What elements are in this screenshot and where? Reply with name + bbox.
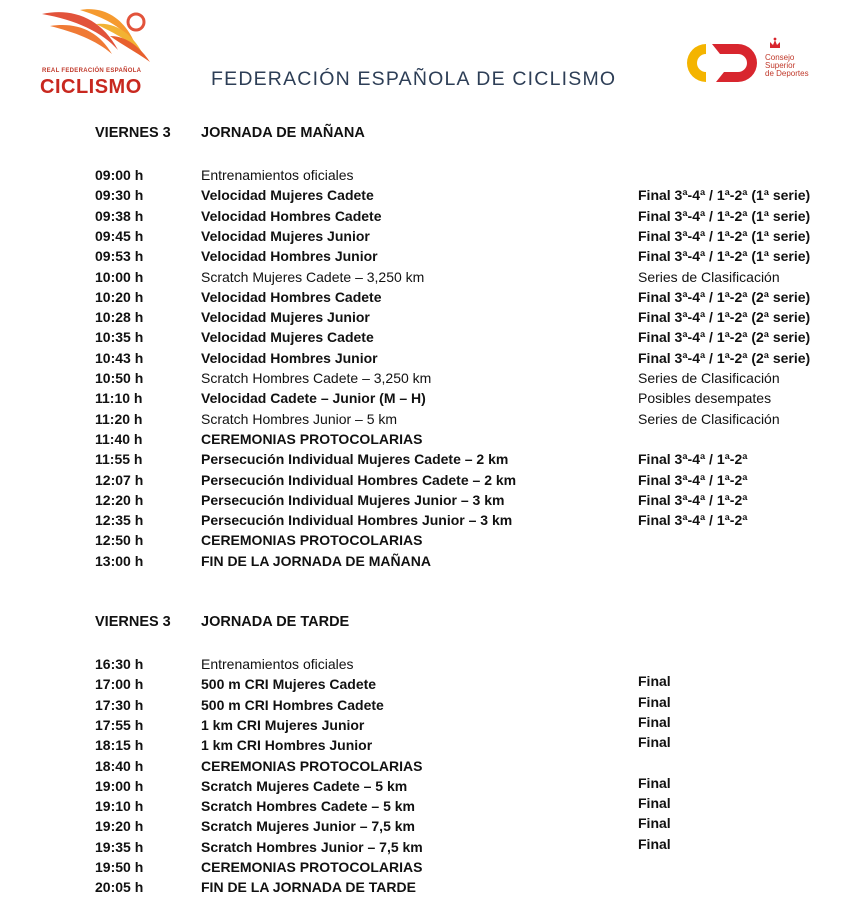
section-day: VIERNES 3 xyxy=(95,614,171,630)
row-time: 11:20 h xyxy=(95,410,143,427)
schedule-row xyxy=(0,859,859,879)
row-time: 09:00 h xyxy=(95,167,144,183)
schedule-row xyxy=(0,713,859,737)
row-time: 09:38 h xyxy=(95,207,144,224)
row-event: Velocidad Hombres Cadete xyxy=(201,288,382,305)
row-result-note: Final xyxy=(638,693,671,710)
row-event: 500 m CRI Hombres Cadete xyxy=(201,696,384,713)
cycling-wings-icon xyxy=(40,6,158,68)
csd-line: Consejo xyxy=(765,53,795,62)
row-result-note: Final 3ª-4ª / 1ª-2ª xyxy=(638,512,748,529)
crown-icon xyxy=(768,36,782,50)
row-result-note: Final xyxy=(638,795,671,812)
row-event: Velocidad Hombres Junior xyxy=(201,248,378,265)
row-event: Velocidad Cadete – Junior (M – H) xyxy=(201,390,426,407)
row-result-note: Final 3ª-4ª / 1ª-2ª (2ª serie) xyxy=(638,309,811,326)
row-time: 17:30 h xyxy=(95,696,144,713)
csd-logo xyxy=(676,36,826,90)
schedule-row xyxy=(0,835,859,859)
row-event: FIN DE LA JORNADA DE TARDE xyxy=(201,879,416,896)
schedule-row xyxy=(0,390,859,410)
schedule-row xyxy=(0,512,859,532)
row-result-note: Final xyxy=(638,673,671,690)
row-event: Persecución Individual Hombres Cadete – 2 km xyxy=(201,471,517,488)
row-event: 1 km CRI Hombres Junior xyxy=(201,737,373,754)
schedule-row xyxy=(0,411,859,431)
row-time: 10:50 h xyxy=(95,370,144,386)
schedule-row xyxy=(0,451,859,471)
schedule-row xyxy=(0,532,859,552)
section-title: JORNADA DE TARDE xyxy=(201,614,350,630)
csd-line: Superior xyxy=(765,61,796,70)
row-result-note: Final 3ª-4ª / 1ª-2ª xyxy=(638,471,748,488)
schedule-row xyxy=(0,329,859,349)
logo-small-text: REAL FEDERACIÓN ESPAÑOLA xyxy=(42,68,142,74)
row-result-note: Final 3ª-4ª / 1ª-2ª (1ª serie) xyxy=(638,187,811,204)
row-event: Persecución Individual Mujeres Junior – 3 km xyxy=(201,491,505,508)
schedule-row xyxy=(0,795,859,818)
schedule-row xyxy=(0,673,859,696)
row-time: 19:35 h xyxy=(95,838,144,855)
schedule-row xyxy=(0,492,859,512)
row-event: CEREMONIAS PROTOCOLARIAS xyxy=(201,532,423,549)
row-time: 19:50 h xyxy=(95,859,144,875)
row-time: 18:15 h xyxy=(95,737,144,754)
schedule-row xyxy=(0,774,859,798)
schedule-row xyxy=(0,815,859,838)
row-result-note: Posibles desempates xyxy=(638,390,772,407)
row-time: 17:55 h xyxy=(95,716,144,733)
row-time: 18:40 h xyxy=(95,757,144,774)
federation-title: FEDERACIÓN ESPAÑOLA DE CICLISMO xyxy=(211,68,617,90)
section-title: JORNADA DE MAÑANA xyxy=(201,125,365,141)
row-event: 1 km CRI Mujeres Junior xyxy=(201,716,365,733)
row-result-note: Final 3ª-4ª / 1ª-2ª (2ª serie) xyxy=(638,329,811,346)
row-result-note: Final xyxy=(638,835,671,852)
schedule-row xyxy=(0,370,859,390)
row-event: Scratch Mujeres Cadete – 5 km xyxy=(201,777,408,794)
row-time: 10:28 h xyxy=(95,309,144,326)
row-time: 12:50 h xyxy=(95,532,144,549)
row-result-note: Final 3ª-4ª / 1ª-2ª (1ª serie) xyxy=(638,227,811,244)
row-result-note: Final 3ª-4ª / 1ª-2ª xyxy=(638,491,748,508)
row-event: Velocidad Mujeres Junior xyxy=(201,309,370,326)
row-result-note: Final 3ª-4ª / 1ª-2ª (1ª serie) xyxy=(638,248,811,265)
row-time: 09:30 h xyxy=(95,187,144,204)
row-time: 17:00 h xyxy=(95,676,144,693)
row-time: 09:45 h xyxy=(95,227,144,244)
row-result-note: Final xyxy=(638,815,671,832)
schedule-row xyxy=(0,167,859,187)
row-event: FIN DE LA JORNADA DE MAÑANA xyxy=(201,552,431,569)
rfec-logo xyxy=(40,6,158,98)
row-result-note: Final xyxy=(638,734,671,751)
schedule-row xyxy=(0,758,859,778)
row-time: 12:07 h xyxy=(95,471,144,488)
csd-mark-icon xyxy=(676,36,764,90)
row-event: Persecución Individual Hombres Junior – 3 km xyxy=(201,512,513,529)
section-day: VIERNES 3 xyxy=(95,125,171,141)
row-time: 19:20 h xyxy=(95,818,144,835)
row-time: 13:00 h xyxy=(95,552,144,569)
row-result-note: Final 3ª-4ª / 1ª-2ª (1ª serie) xyxy=(638,207,811,224)
row-event: Velocidad Mujeres Junior xyxy=(201,227,370,244)
row-time: 20:05 h xyxy=(95,879,144,896)
csd-line: de Deportes xyxy=(765,69,809,78)
row-time: 11:10 h xyxy=(95,390,143,407)
row-event: CEREMONIAS PROTOCOLARIAS xyxy=(201,859,423,875)
schedule-row xyxy=(0,187,859,207)
schedule-row xyxy=(0,553,859,573)
row-time: 10:43 h xyxy=(95,349,144,366)
row-time: 16:30 h xyxy=(95,656,144,672)
row-event: Scratch Hombres Cadete – 3,250 km xyxy=(201,370,432,386)
schedule-row xyxy=(0,350,859,370)
row-event: 500 m CRI Mujeres Cadete xyxy=(201,676,377,693)
schedule-row xyxy=(0,269,859,289)
row-time: 10:20 h xyxy=(95,288,144,305)
row-event: Entrenamientos oficiales xyxy=(201,656,354,672)
row-time: 19:00 h xyxy=(95,777,144,794)
row-event: CEREMONIAS PROTOCOLARIAS xyxy=(201,757,423,774)
schedule-row xyxy=(0,309,859,329)
row-event: Scratch Mujeres Cadete – 3,250 km xyxy=(201,268,425,285)
row-time: 12:35 h xyxy=(95,512,144,529)
schedule-row xyxy=(0,431,859,451)
row-time: 11:55 h xyxy=(95,451,143,468)
schedule-row xyxy=(0,879,859,899)
row-time: 11:40 h xyxy=(95,430,143,447)
row-result-note: Final 3ª-4ª / 1ª-2ª (2ª serie) xyxy=(638,349,811,366)
row-result-note: Series de Clasificación xyxy=(638,268,780,285)
row-event: Velocidad Hombres Cadete xyxy=(201,207,382,224)
row-time: 09:53 h xyxy=(95,248,144,265)
row-event: Velocidad Mujeres Cadete xyxy=(201,329,374,346)
row-event: Scratch Hombres Junior – 5 km xyxy=(201,410,398,427)
row-event: Velocidad Hombres Junior xyxy=(201,349,378,366)
row-time: 10:35 h xyxy=(95,329,144,346)
row-event: Scratch Hombres Cadete – 5 km xyxy=(201,798,415,815)
row-event: Scratch Mujeres Junior – 7,5 km xyxy=(201,818,415,835)
row-event: CEREMONIAS PROTOCOLARIAS xyxy=(201,430,423,447)
csd-text xyxy=(765,54,809,78)
schedule-row xyxy=(0,208,859,228)
logo-big-text: CICLISMO xyxy=(40,76,142,98)
row-time: 10:00 h xyxy=(95,268,144,285)
row-event: Velocidad Mujeres Cadete xyxy=(201,187,374,204)
schedule-row xyxy=(0,734,859,757)
row-result-note: Final 3ª-4ª / 1ª-2ª (2ª serie) xyxy=(638,288,811,305)
row-result-note: Final xyxy=(638,774,671,791)
schedule-row xyxy=(0,228,859,248)
row-event: Persecución Individual Mujeres Cadete – 2 km xyxy=(201,451,509,468)
schedule-row xyxy=(0,693,859,717)
schedule-row xyxy=(0,248,859,268)
row-event: Scratch Hombres Junior – 7,5 km xyxy=(201,838,423,855)
schedule-row xyxy=(0,289,859,309)
row-result-note: Series de Clasificación xyxy=(638,370,780,386)
row-result-note: Final xyxy=(638,713,671,730)
row-result-note: Series de Clasificación xyxy=(638,410,780,427)
row-time: 12:20 h xyxy=(95,491,144,508)
schedule-row xyxy=(0,656,859,676)
page-header xyxy=(0,0,859,110)
row-result-note: Final 3ª-4ª / 1ª-2ª xyxy=(638,451,748,468)
row-time: 19:10 h xyxy=(95,798,144,815)
schedule-row xyxy=(0,472,859,492)
row-event: Entrenamientos oficiales xyxy=(201,167,354,183)
